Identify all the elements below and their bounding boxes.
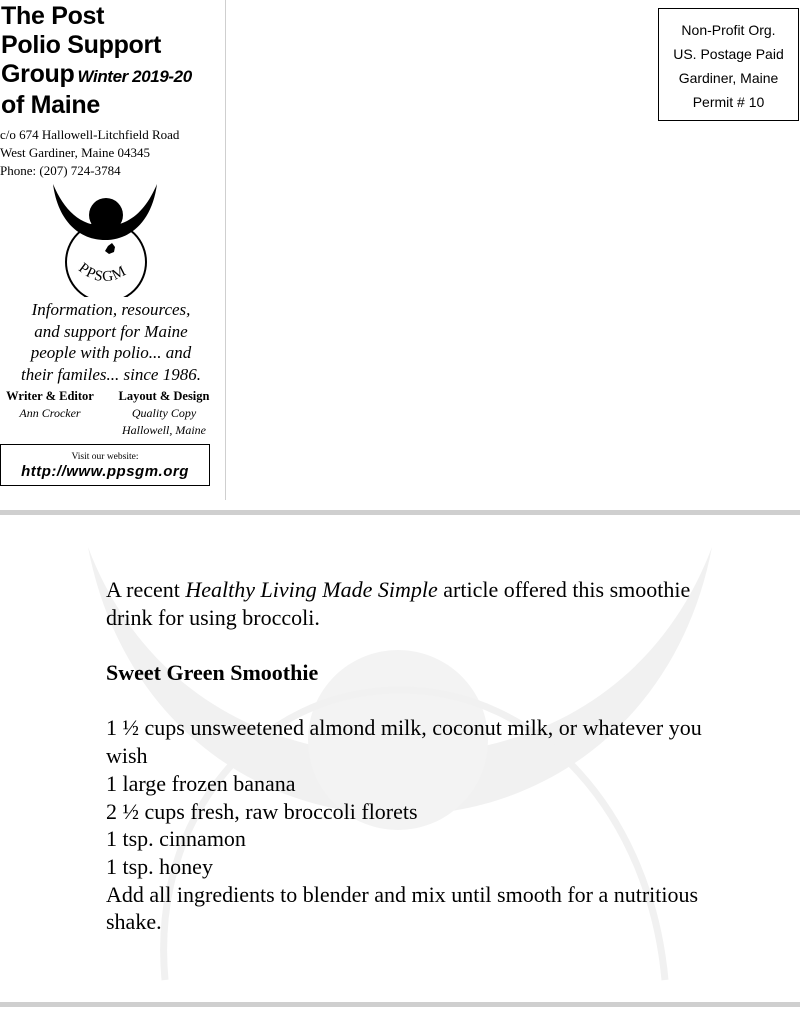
title-line: of Maine [1,91,100,119]
writer-heading: Writer & Editor [6,389,94,403]
title-line: Group [1,60,75,88]
intro-text: article offered this smoothie drink for using broccoli. [106,577,691,630]
ingredient-item: 1 large frozen banana [106,770,296,796]
tagline-line: Information, resources, [31,300,191,319]
logo-text: PPSGM [75,260,130,286]
issue-date: Winter 2019-20 [77,67,192,86]
article-body [106,576,706,936]
postage-line: Gardiner, Maine [678,70,779,86]
layout-name: Quality Copy [131,406,197,420]
postage-line: US. Postage Paid [673,46,784,62]
ppsgm-moon-logo-icon [50,182,160,297]
ingredient-item: 2 ½ cups fresh, raw broccoli florets [106,798,418,824]
layout-place: Hallowell, Maine [122,423,206,437]
address-line: West Gardiner, Maine 04345 [0,145,151,160]
intro-text: A recent [106,577,186,602]
title-line: Polio Support [1,31,161,59]
recipe-title: Sweet Green Smoothie [106,660,319,686]
website-box [0,444,210,486]
website-link[interactable]: http://www.ppsgm.org [21,463,189,480]
postage-indicia [658,8,799,121]
mailing-address [0,126,222,180]
ingredient-item: 1 tsp. cinnamon [106,826,246,852]
writer-credit [0,388,106,422]
phone-number: Phone: (207) 724-3784 [0,163,121,178]
writer-name: Ann Crocker [19,406,81,420]
tagline-line: their familes... since 1986. [21,364,201,384]
layout-credit [108,388,220,439]
source-title: Healthy Living Made Simple [185,577,438,602]
tagline-line: and support for Maine [34,321,188,341]
postage-line: Non-Profit Org. [681,22,776,38]
title-line: The Post [1,2,105,30]
article-section [0,515,800,1002]
postage-line: Permit # 10 [692,94,765,110]
article-intro [106,576,706,631]
website-label: Visit our website: [71,452,139,462]
address-line: c/o 674 Hallowell-Litchfield Road [0,127,180,142]
ingredient-item: 1 ½ cups unsweetened almond milk, coconut milk, or whatever you wish [106,715,702,769]
page-divider [0,1002,800,1007]
ingredient-item: 1 tsp. honey [106,854,213,879]
recipe-instructions: Add all ingredients to blender and mix until smooth for a nutritious shake. [106,881,699,935]
tagline-line: people with polio... and [30,343,192,362]
masthead-title [1,2,192,120]
tagline [0,299,222,385]
layout-heading: Layout & Design [118,389,210,403]
return-address-column [0,0,226,500]
svg-text:PPSGM [75,260,129,285]
